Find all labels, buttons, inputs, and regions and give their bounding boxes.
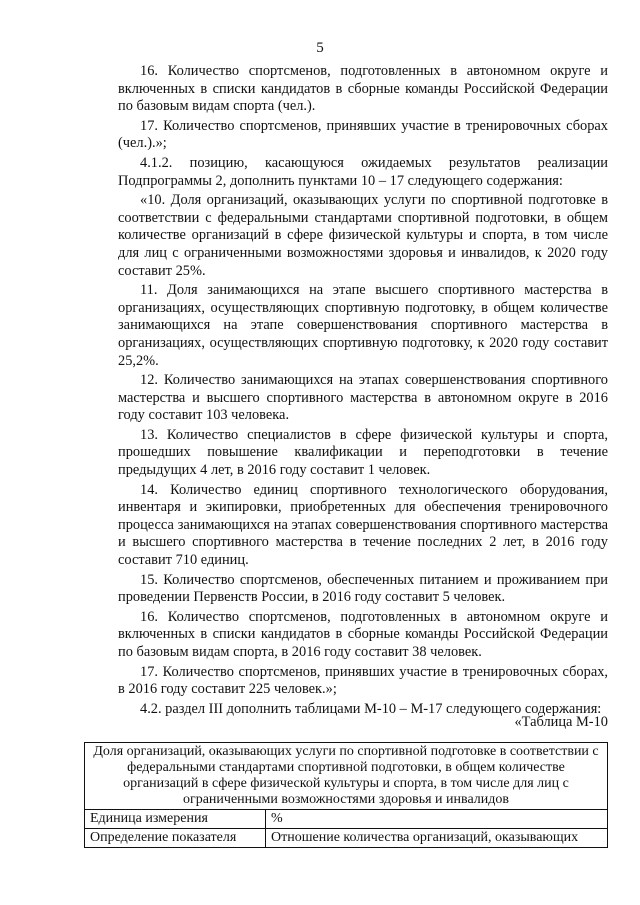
paragraph-result-17: 17. Количество спортсменов, принявших участие в тренировочных сборах, в 2016 году составит 225 человек.»; xyxy=(118,663,608,698)
table-row-value: % xyxy=(266,810,608,829)
paragraph-17-definition: 17. Количество спортсменов, принявших участие в тренировочных сборах (чел.).»; xyxy=(118,117,608,152)
paragraph-result-11: 11. Доля занимающихся на этапе высшего спортивного мастерства в организациях, осуществляющих спортивную подготовку, в общем количестве занимающихся на этапе совершенствования спортивного мастерства в организациях, осуществляющих спортивную подготовку, к 2020 году составит 25,2%. xyxy=(118,282,608,369)
paragraph-result-14: 14. Количество единиц спортивного технологического оборудования, инвентаря и экипировки, приобретенных для обеспечения тренировочного процесса занимающихся на этапах совершенствования спортивного мастерства и высшего спортивного мастерства в течение последних 2 лет, в 2016 году составит 710 единиц. xyxy=(118,481,608,569)
table-title-cell: Доля организаций, оказывающих услуги по спортивной подготовке в соответствии с федеральными стандартами спортивной подготовки, в общем количестве организаций в сфере физической культуры и спорта, в том числе для лиц с ограниченными возможностями здоровья и инвалидов xyxy=(85,743,608,810)
paragraph-4-1-2: 4.1.2. позицию, касающуюся ожидаемых результатов реализации Подпрограммы 2, дополнить пунктами 10 – 17 следующего содержания: xyxy=(118,154,608,189)
table-title-row xyxy=(85,743,608,810)
table-row xyxy=(85,810,608,829)
paragraph-result-15: 15. Количество спортсменов, обеспеченных питанием и проживанием при проведении Первенств России, в 2016 году составит 5 человек. xyxy=(118,571,608,606)
paragraph-result-16: 16. Количество спортсменов, подготовленных в автономном округе и включенных в списки кандидатов в сборные команды Российской Федерации по базовым видам спорта, в 2016 году составит 38 человек. xyxy=(118,608,608,660)
table-row-value: Отношение количества организаций, оказывающих xyxy=(266,829,608,848)
paragraph-result-10: «10. Доля организаций, оказывающих услуги по спортивной подготовке в соответствии с федеральными стандартами спортивной подготовки, в общем количестве организаций в сфере физической культуры и спорта, в том числе для лиц с ограниченными возможностями здоровья и инвалидов, к 2020 году составит 25%. xyxy=(118,192,608,279)
page-number: 5 xyxy=(316,40,324,56)
paragraph-16-definition: 16. Количество спортсменов, подготовленных в автономном округе и включенных в списки кандидатов в сборные команды Российской Федерации по базовым видам спорта (чел.). xyxy=(118,63,608,115)
table-row-label: Определение показателя xyxy=(85,829,266,848)
indicator-table-m10 xyxy=(84,742,608,848)
table-row-label: Единица измерения xyxy=(85,810,266,829)
paragraph-4-2: 4.2. раздел III дополнить таблицами М-10 – М-17 следующего содержания: xyxy=(140,700,602,717)
paragraph-result-13: 13. Количество специалистов в сфере физической культуры и спорта, прошедших повышение квалификации и переподготовки в течение предыдущих 4 лет, в 2016 году составит 1 человек. xyxy=(118,426,608,479)
table-label: «Таблица М-10 xyxy=(514,714,608,730)
paragraph-result-12: 12. Количество занимающихся на этапах совершенствования спортивного мастерства и высшего спортивного мастерства в автономном округе в 2016 году составит 103 человека. xyxy=(118,372,608,424)
table-row xyxy=(85,829,608,848)
document-body xyxy=(118,63,608,720)
